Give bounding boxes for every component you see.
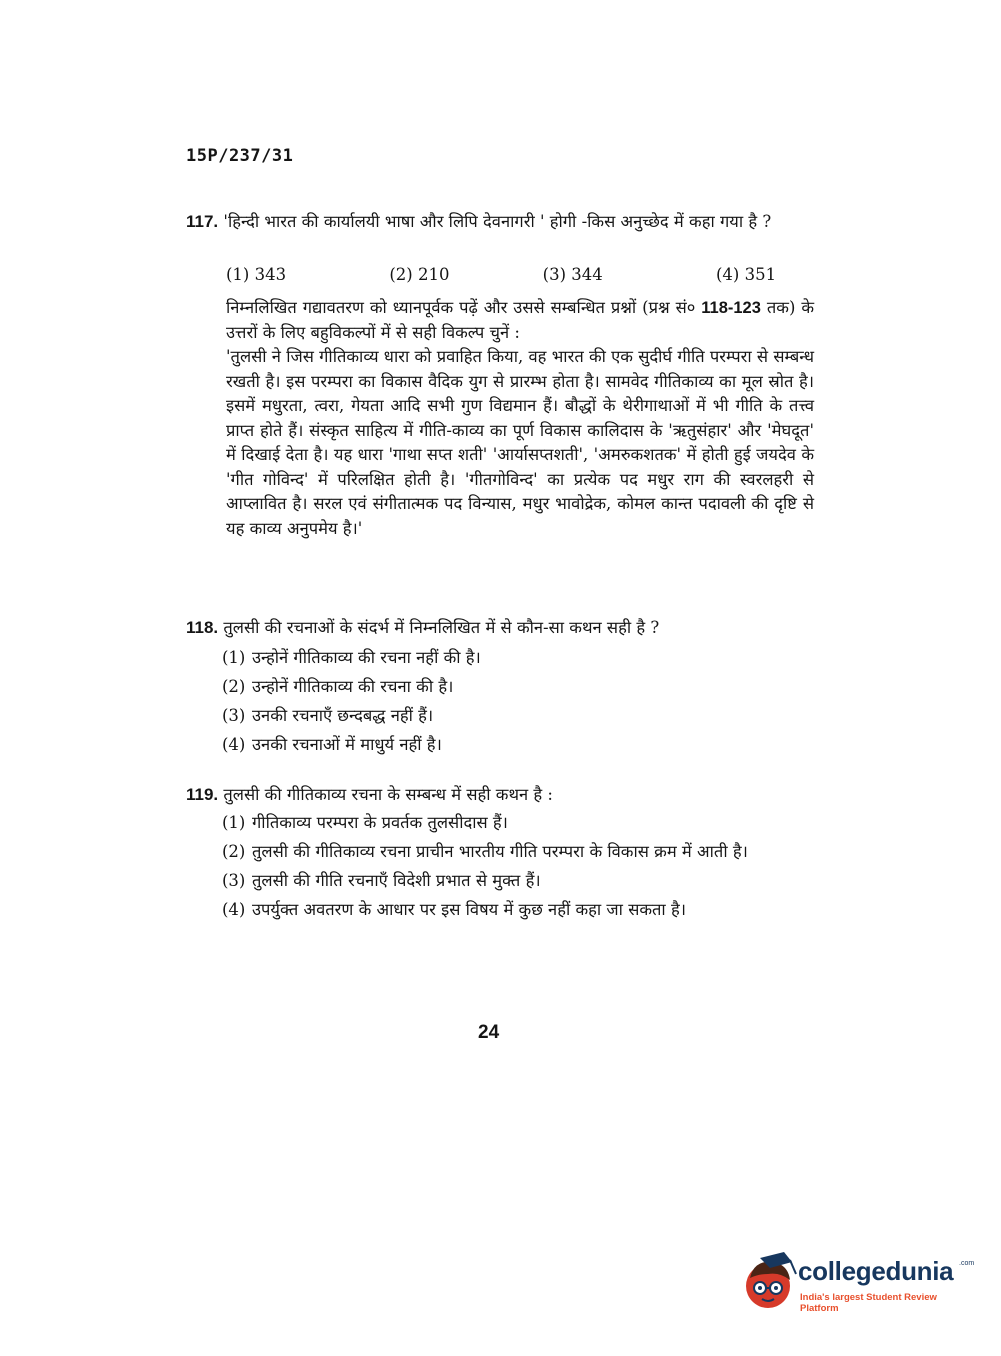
option-text: उपर्युक्त अवतरण के आधार पर इस विषय में कुछ नहीं कहा जा सकता है। bbox=[252, 900, 686, 919]
option-label: (4) bbox=[222, 735, 246, 754]
option-label: (2) bbox=[222, 842, 246, 861]
option-label: (3) bbox=[222, 706, 246, 725]
question-117 bbox=[186, 210, 816, 234]
question-number: 118. bbox=[186, 618, 219, 637]
q118-options bbox=[222, 646, 814, 762]
question-number: 119. bbox=[186, 785, 219, 804]
brand-tagline: India's largest Student Review Platform bbox=[800, 1292, 937, 1314]
option-2 bbox=[222, 840, 814, 864]
option-3 bbox=[222, 704, 814, 728]
option-text: उनकी रचनाएँ छन्दबद्ध नहीं हैं। bbox=[252, 706, 434, 725]
option-2 bbox=[222, 675, 814, 699]
option-4 bbox=[222, 898, 814, 922]
option-4: (4) 351 bbox=[715, 265, 777, 284]
question-118 bbox=[186, 616, 816, 640]
option-text: उन्होनें गीतिकाव्य की रचना नहीं की है। bbox=[252, 648, 481, 667]
option-1 bbox=[222, 646, 814, 670]
passage-body: 'तुलसी ने जिस गीतिकाव्य धारा को प्रवाहित किया, वह भारत की एक सुदीर्घ गीति परम्परा से सम्बन्ध रखती है। इस परम्परा का विकास वैदिक युग से प्रारम्भ होता है। सामवेद गीतिकाव्य का मूल स्रोत है। इसमें मधुरता, त्वरा, गेयता आदि सभी गुण विद्यमान हैं। बौद्धों के थेरीगाथाओं में भी गीति के तत्त्व प्राप्त होते हैं। संस्कृत साहित्य में गीति-काव्य का पूर्ण विकास कालिदास के 'ऋतुसंहार' और 'मेघदूत' में दिखाई देता है। यह धारा 'गाथा सप्त शती' 'आर्यासप्तशती', 'अमरुकशतक' में होती हुई जयदेव के 'गीत गोविन्द' में परिलक्षित होती है। 'गीतगोविन्द' का प्रत्येक पद मधुर राग की स्वरलहरी से आप्लावित है। सरल एवं संगीतात्मक पद विन्यास, मधुर भावोद्रेक, कोमल कान्त पदावली की दृष्टि से यह काव्य अनुपमेय है।' bbox=[226, 347, 814, 538]
option-3 bbox=[222, 869, 814, 893]
paper-code: 15P/237/31 bbox=[186, 146, 294, 166]
option-label: (2) bbox=[222, 677, 246, 696]
question-119 bbox=[186, 783, 816, 807]
option-3: (3) 344 bbox=[542, 265, 603, 284]
option-text: गीतिकाव्य परम्परा के प्रवर्तक तुलसीदास हैं। bbox=[252, 813, 508, 832]
brand-name: collegedunia bbox=[798, 1256, 954, 1286]
option-1: (1) 343 bbox=[226, 265, 287, 284]
passage-intro-part1: निम्नलिखित गद्यावतरण को ध्यानपूर्वक पढ़ें और उससे सम्बन्धित प्रश्नों (प्रश्न सं० bbox=[226, 298, 702, 317]
question-text: तुलसी की गीतिकाव्य रचना के सम्बन्ध में सही कथन है : bbox=[223, 785, 553, 804]
option-label: (4) bbox=[222, 900, 246, 919]
option-4 bbox=[222, 733, 814, 757]
passage-intro-part2: तक) के उत्तरों के लिए बहुविकल्पों में से सही विकल्प चुनें : bbox=[226, 298, 814, 342]
q119-options bbox=[222, 811, 814, 927]
option-1 bbox=[222, 811, 814, 835]
q117-options bbox=[226, 265, 816, 284]
passage-instructions bbox=[226, 296, 814, 345]
option-text: तुलसी की गीतिकाव्य रचना प्राचीन भारतीय गीति परम्परा के विकास क्रम में आती है। bbox=[252, 842, 748, 861]
option-label: (3) bbox=[222, 871, 246, 890]
collegedunia-watermark bbox=[740, 1248, 975, 1318]
page-number: 24 bbox=[478, 1022, 500, 1043]
option-text: उनकी रचनाओं में माधुर्य नहीं है। bbox=[252, 735, 442, 754]
option-text: उन्होनें गीतिकाव्य की रचना की है। bbox=[252, 677, 454, 696]
brand-suffix: .com bbox=[959, 1260, 975, 1267]
option-2: (2) 210 bbox=[389, 265, 450, 284]
question-text: 'हिन्दी भारत की कार्यालयी भाषा और लिपि देवनागरी ' होगी -किस अनुच्छेद में कहा गया है ? bbox=[223, 212, 772, 231]
option-text: तुलसी की गीति रचनाएँ विदेशी प्रभात से मुक्त हैं। bbox=[252, 871, 541, 890]
question-text: तुलसी की रचनाओं के संदर्भ में निम्नलिखित में से कौन-सा कथन सही है ? bbox=[223, 618, 660, 637]
question-range: 118-123 bbox=[701, 299, 761, 317]
mascot-icon bbox=[740, 1252, 800, 1312]
passage bbox=[226, 296, 814, 541]
option-label: (1) bbox=[222, 648, 246, 667]
option-label: (1) bbox=[222, 813, 246, 832]
question-number: 117. bbox=[186, 212, 219, 231]
